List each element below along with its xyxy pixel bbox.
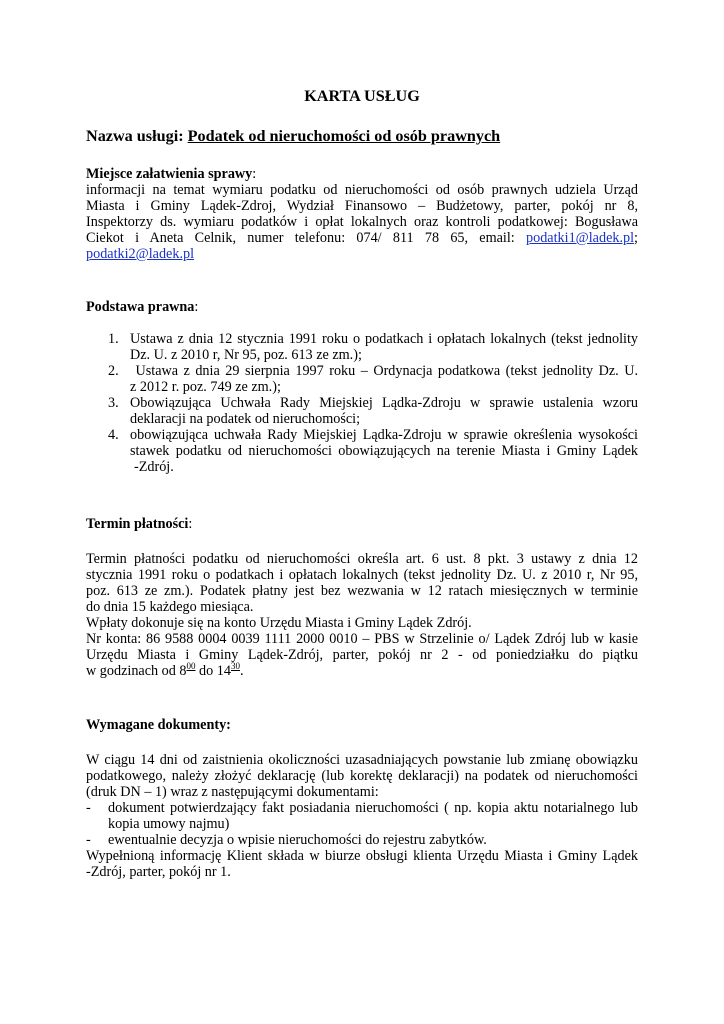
payment-label: Termin płatności <box>86 516 189 532</box>
hours-prefix: w godzinach od 8 <box>86 663 187 679</box>
legal-item-line: Obowiązująca Uchwała Rady Miejskiej Lądka-Zdroju w sprawie ustalenia wzoru <box>130 395 638 411</box>
hours-to-minutes: 30 <box>230 661 240 671</box>
place-heading <box>86 166 638 182</box>
place-label: Miejsce załatwienia sprawy <box>86 166 253 182</box>
payment-line-1: Termin płatności podatku od nieruchomości określa art. 6 ust. 8 pkt. 3 ustawy z dnia 12 <box>86 551 638 567</box>
hours-suffix: . <box>239 663 244 679</box>
legal-item-number: 1. <box>108 331 119 347</box>
place-colon: : <box>252 166 257 182</box>
email-link-1[interactable]: podatki1@ladek.pl <box>526 230 635 246</box>
email-link-2[interactable]: podatki2@ladek.pl <box>86 246 195 262</box>
payment-line-4: do dnia 15 każdego miesiąca. <box>86 599 254 615</box>
legal-item-line: obowiązująca uchwała Rady Miejskiej Lądka-Zdroju w sprawie określenia wysokości <box>130 427 638 443</box>
legal-item-number: 3. <box>108 395 119 411</box>
legal-item-line: z 2012 r. poz. 749 ze zm.); <box>130 379 281 395</box>
documents-intro-line: (druk DN – 1) wraz z następującymi dokumentami: <box>86 784 379 800</box>
legal-item <box>108 395 638 427</box>
place-line-2: Miasta i Gminy Lądek-Zdroj, Wydział Finansowo – Budżetowy, parter, pokój nr 8, <box>86 198 638 214</box>
legal-item-line: Ustawa z dnia 12 stycznia 1991 roku o podatkach i opłatach lokalnych (tekst jednolity <box>130 331 638 347</box>
hours-from-minutes: 00 <box>186 661 196 671</box>
place-line-4-text: Ciekot i Aneta Celnik, numer telefonu: 074/ 811 78 65, email: <box>86 230 515 246</box>
list-dash: - <box>86 832 91 848</box>
legal-list <box>108 331 638 475</box>
document-list-item <box>86 800 638 832</box>
legal-label: Podstawa prawna <box>86 299 195 315</box>
document-item-line: kopia umowy najmu) <box>108 816 230 832</box>
documents-intro-line: podatkowego, należy złożyć deklarację (lub korektę deklaracji) na podatek od nieruchomości <box>86 768 638 784</box>
documents-outro-line: -Zdrój, parter, pokój nr 1. <box>86 864 231 880</box>
document-list-item <box>86 832 638 848</box>
place-line-1: informacji na temat wymiaru podatku od nieruchomości od osób prawnych udziela Urząd <box>86 182 638 198</box>
payment-colon: : <box>188 516 193 532</box>
service-label: Nazwa usługi: <box>86 127 184 145</box>
legal-heading <box>86 299 638 315</box>
document-item-line: dokument potwierdzający fakt posiadania nieruchomości ( np. kopia aktu notarialnego lub <box>108 800 638 816</box>
payment-line-3: poz. 613 ze zm.). Podatek płatny jest bez wezwania w 12 ratach miesięcznych w terminie <box>86 583 638 599</box>
legal-item-line: stawek podatku od nieruchomości obowiązujących na terenie Miasta i Gminy Lądek <box>130 443 638 459</box>
page-title: KARTA USŁUG <box>304 87 420 105</box>
service-value: Podatek od nieruchomości od osób prawnych <box>187 127 501 145</box>
legal-item <box>108 363 638 395</box>
legal-item-number: 4. <box>108 427 119 443</box>
service-name-heading <box>86 126 638 146</box>
place-section <box>86 166 638 262</box>
place-line-4 <box>86 230 638 246</box>
place-line-5 <box>86 246 638 262</box>
payment-hours-line <box>86 663 638 679</box>
hours-mid: do 14 <box>195 663 231 679</box>
legal-item-line <box>130 459 638 475</box>
place-line-3: Inspektorzy ds. wymiaru podatków i opłat lokalnych oraz kontroli podatkowej: Bogusława <box>86 214 638 230</box>
legal-item-number: 2. <box>108 363 119 379</box>
documents-label: Wymagane dokumenty: <box>86 717 231 733</box>
documents-heading <box>86 717 638 733</box>
legal-item <box>108 427 638 475</box>
list-dash: - <box>86 800 91 816</box>
documents-section <box>86 752 638 880</box>
email-separator: ; <box>634 230 638 246</box>
legal-item-line-text: -Zdrój. <box>134 459 174 475</box>
payment-heading <box>86 516 638 532</box>
legal-item-line: Dz. U. z 2010 r, Nr 95, poz. 613 ze zm.); <box>130 347 362 363</box>
payment-line-6: Nr konta: 86 9588 0004 0039 1111 2000 0010 – PBS w Strzelinie o/ Lądek Zdrój lub w kasie <box>86 631 638 647</box>
payment-line-5: Wpłaty dokonuje się na konto Urzędu Miasta i Gminy Lądek Zdrój. <box>86 615 472 631</box>
payment-line-2: stycznia 1991 roku o podatkach i opłatach lokalnych (tekst jednolity Dz. U. z 2010 r, Nr 95, <box>86 567 638 583</box>
document-item-line: ewentualnie decyzja o wpisie nieruchomości do rejestru zabytków. <box>108 832 487 848</box>
documents-outro-line: Wypełnioną informację Klient składa w biurze obsługi klienta Urzędu Miasta i Gminy Lądek <box>86 848 638 864</box>
legal-item-line: Ustawa z dnia 29 sierpnia 1997 roku – Ordynacja podatkowa (tekst jednolity Dz. U. <box>130 363 638 379</box>
legal-colon: : <box>194 299 199 315</box>
payment-line-7: Urzędu Miasta i Gminy Lądek-Zdrój, parter, pokój nr 2 - od poniedziałku do piątku <box>86 647 638 663</box>
payment-section <box>86 551 638 679</box>
legal-item <box>108 331 638 363</box>
documents-intro-line: W ciągu 14 dni od zaistnienia okoliczności uzasadniających powstanie lub zmianę obowiązku <box>86 752 638 768</box>
legal-item-line: deklaracji na podatek od nieruchomości; <box>130 411 361 427</box>
